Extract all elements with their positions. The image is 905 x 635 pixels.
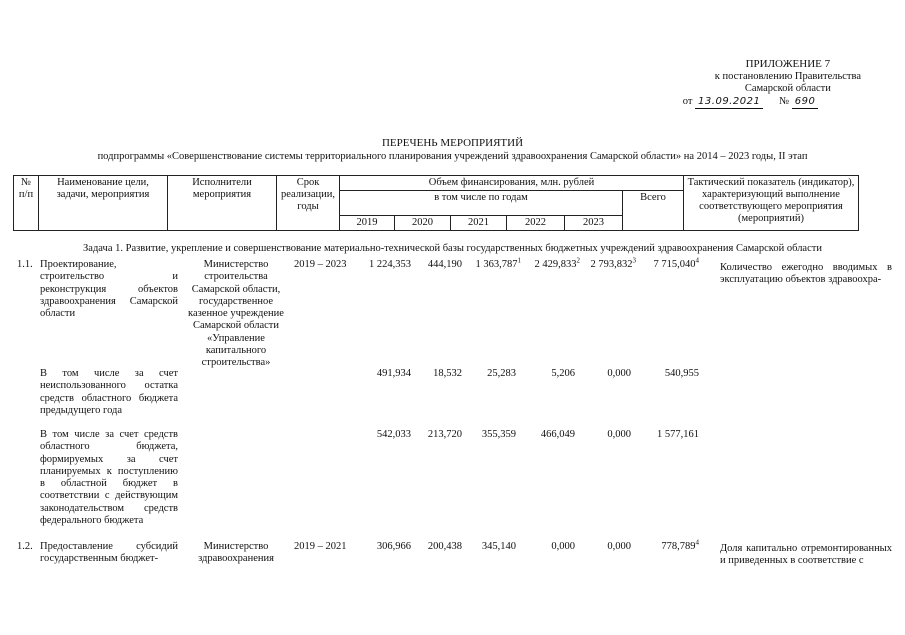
row-number: 1.1. (17, 259, 33, 270)
number-label: № (779, 95, 790, 107)
row-indicator: Количество ежегодно вводимых в эксплуатацию объектов здравоохра- (720, 262, 892, 286)
value-total: 540,955 (664, 368, 699, 379)
table-header (13, 175, 859, 231)
col-total-header: Всего (623, 191, 684, 231)
years-group-header: в том числе по годам (340, 191, 623, 216)
col-indicator-header: Тактический показатель (индикатор), характеризующий выполнение соответствующего мероприятия (мероприятий) (684, 176, 859, 231)
value-2022: 5,206 (551, 368, 575, 379)
col-executor-header: Исполнители мероприятия (168, 176, 277, 231)
value-2019: 1 224,353 (369, 259, 411, 270)
value-2022: 2 429,833$^2$ (534, 256, 580, 270)
row-executor: Министерство здравоохранения (198, 541, 274, 565)
value-2020: 18,532 (433, 368, 462, 379)
document-title: ПЕРЕЧЕНЬ МЕРОПРИЯТИЙ (381, 137, 524, 149)
value-2022: 466,049 (540, 429, 575, 440)
value-2019: 306,966 (376, 541, 411, 552)
year-2019-header: 2019 (340, 216, 395, 231)
col-name-header: Наименование цели, задачи, мероприятия (39, 176, 168, 231)
year-2023-header: 2023 (565, 216, 623, 231)
row-number: 1.2. (17, 541, 33, 552)
value-2021: 25,283 (487, 368, 516, 379)
value-total: 7 715,040$^4$ (653, 256, 699, 270)
row-indicator: Доля капитально отремонтированных и приведенных в соответствие с (720, 543, 892, 567)
value-2020: 200,438 (427, 541, 462, 552)
from-label: от (682, 95, 693, 107)
row-term: 2019 – 2023 (294, 259, 347, 270)
handwritten-date: 13.09.2021 (695, 96, 763, 110)
value-2023: 0,000 (607, 541, 631, 552)
document-subtitle: подпрограммы «Совершенствование системы территориального планирования учреждений здравоохранения Самарской области» на 2014 – 2023 годы, II этап (97, 151, 808, 162)
value-2023: 2 793,832$^3$ (590, 256, 636, 270)
appendix-line2: Самарской области (744, 83, 831, 94)
handwritten-number: 690 (792, 96, 819, 110)
year-2022-header: 2022 (507, 216, 565, 231)
value-2020: 213,720 (427, 429, 462, 440)
appendix-block (682, 58, 861, 109)
value-2019: 542,033 (376, 429, 411, 440)
appendix-title: ПРИЛОЖЕНИЕ 7 (745, 58, 831, 70)
value-2021: 345,140 (481, 541, 516, 552)
year-2021-header: 2021 (451, 216, 507, 231)
col-financing-header: Объем финансирования, млн. рублей (340, 176, 684, 191)
value-2023: 0,000 (607, 429, 631, 440)
value-total: 778,789$^4$ (661, 538, 699, 552)
value-total: 1 577,161 (657, 429, 699, 440)
value-2020: 444,190 (427, 259, 462, 270)
value-2019: 491,934 (376, 368, 411, 379)
appendix-line1: к постановлению Правительства (714, 70, 861, 82)
year-2020-header: 2020 (395, 216, 451, 231)
task-heading: Задача 1. Развитие, укрепление и совершенствование материально-технической базы государственных бюджетных учреждений здравоохранения Самарской области (83, 243, 822, 254)
appendix-date-line (683, 96, 861, 110)
col-no-header: № п/п (14, 176, 39, 231)
value-2021: 1 363,787$^1$ (475, 256, 521, 270)
col-term-header: Срок реализации, годы (277, 176, 340, 231)
row-term: 2019 – 2021 (294, 541, 347, 552)
subrow-name: В том числе за счет средств областного бюджета, формируемых за счет планируемых к поступлению в областной бюджет в соответствии с действующим законодательством средств федерального бюджета (40, 429, 178, 527)
row-name: Предоставление субсидий государственным бюджет- (40, 541, 178, 565)
row-executor: Министерство строительства Самарской области, государственное казенное учреждение Самарской области «Управление капитального строительства» (188, 259, 284, 369)
row-name: Проектирование, строительство и реконструкция объектов здравоохранения Самарской области (40, 259, 178, 320)
subrow-name: В том числе за счет неиспользованного остатка средств областного бюджета предыдущего года (40, 368, 178, 416)
value-2023: 0,000 (607, 368, 631, 379)
value-2021: 355,359 (481, 429, 516, 440)
value-2022: 0,000 (551, 541, 575, 552)
